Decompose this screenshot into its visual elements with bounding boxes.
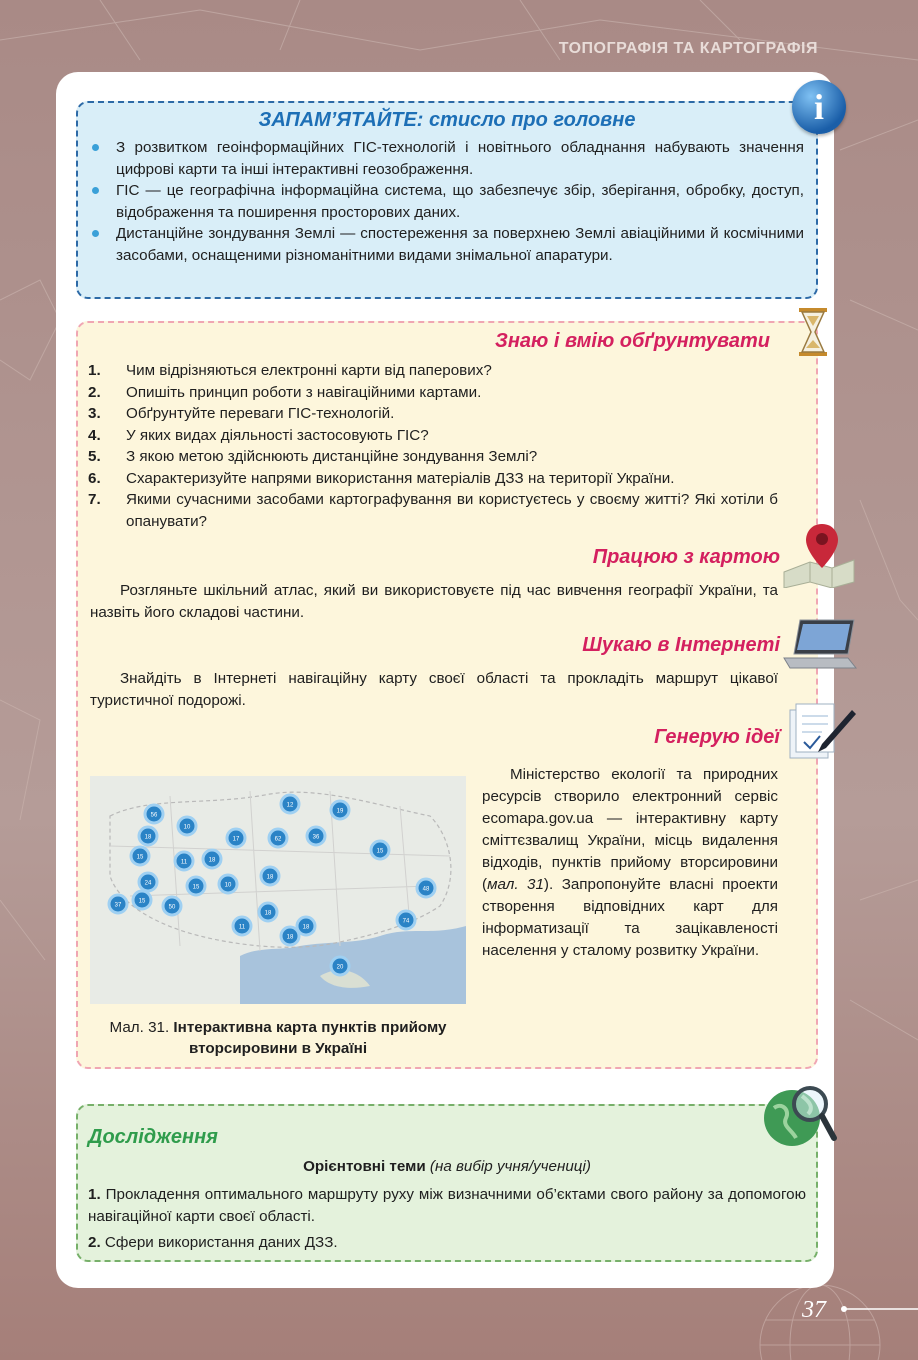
map-marker-label: 18 xyxy=(264,910,272,917)
hourglass-icon xyxy=(796,306,830,358)
map-image xyxy=(90,776,466,1004)
figure-caption: Мал. 31. Інтерактивна карта пунктів прийому вторсировини в Україні xyxy=(109,1019,447,1057)
remember-box xyxy=(76,101,818,299)
map-marker-label: 36 xyxy=(312,834,320,841)
globe-magnifier-icon xyxy=(762,1078,838,1150)
document-pen-icon xyxy=(786,700,856,764)
map-marker-label: 10 xyxy=(183,824,191,831)
map-marker-label: 18 xyxy=(266,874,274,881)
map-marker-label: 18 xyxy=(286,934,294,941)
map-marker-label: 19 xyxy=(336,808,344,815)
list-item: 7. Якими сучасними засобами картографування ви користуєтесь у своєму житті? Які хотіли б опанувати? xyxy=(88,491,778,530)
remember-item: Дистанційне зондування Землі — спостереження за поверхнею Землі авіаційними й космічними засобами, оснащеними різноманітними видами знімальної апаратури. xyxy=(92,223,804,266)
page-number: 37 xyxy=(802,1297,826,1323)
know-title: Знаю і вмію обґрунтувати xyxy=(495,330,770,352)
list-item: 2. Опишіть принцип роботи з навігаційними картами. xyxy=(88,383,482,401)
question-list xyxy=(88,360,778,532)
remember-title: ЗАПАМ’ЯТАЙТЕ: стисло про головне xyxy=(258,109,636,131)
map-pin-icon xyxy=(780,522,856,588)
remember-list xyxy=(92,137,804,266)
bullet-icon xyxy=(92,187,99,194)
bullet-icon xyxy=(92,144,99,151)
map-marker-label: 15 xyxy=(138,898,146,905)
laptop-icon xyxy=(782,618,858,672)
map-marker-label: 18 xyxy=(144,834,152,841)
list-item: 3. Обґрунтуйте переваги ГІС-технологій. xyxy=(88,405,395,422)
bullet-icon xyxy=(92,230,99,237)
map-marker-label: 18 xyxy=(302,924,310,931)
ideas-text: Міністерство екології та природних ресурсів створило електронний сервіс ecomapa.gov.ua — інтерактивну карту сміттєзвалищ України, місць видалення відходів, пунктів прийому вторсировини (мал. 31). Запропонуйте власні проекти створення відповідних карт для інформатизації та зацікавленості населення у сталому розвитку України. xyxy=(482,766,778,959)
ideas-title: Генерую ідеї xyxy=(654,726,780,748)
internet-text: Знайдіть в Інтернеті навігаційну карту своєї області та прокладіть маршрут цікавої туристичної подорожі. xyxy=(90,670,778,709)
map-work-title: Працюю з картою xyxy=(592,546,780,568)
list-item: 1. Прокладення оптимального маршруту руху між визначними об’єктами свого району за допомогою навігаційної карти своєї області. xyxy=(88,1186,806,1225)
section-header: ТОПОГРАФІЯ ТА КАРТОГРАФІЯ xyxy=(558,40,818,57)
map-marker-label: 24 xyxy=(144,880,152,887)
map-marker-label: 10 xyxy=(224,882,232,889)
map-marker-label: 18 xyxy=(208,857,216,864)
map-marker-label: 50 xyxy=(168,904,176,911)
map-marker-label: 12 xyxy=(286,802,294,809)
research-subtitle: Орієнтовні теми (на вибір учня/учениці) xyxy=(303,1158,591,1175)
map-marker-label: 74 xyxy=(402,918,410,925)
list-item: 6. Схарактеризуйте напрями використання матеріалів ДЗЗ на території України. xyxy=(88,469,675,487)
list-item: 2. Сфери використання даних ДЗЗ. xyxy=(88,1234,338,1251)
list-item: 1. Чим відрізняються електронні карти від паперових? xyxy=(88,362,492,379)
info-icon: i xyxy=(792,80,846,134)
figure-reference: мал. 31 xyxy=(487,876,544,893)
page-number-line xyxy=(838,1304,918,1314)
research-title: Дослідження xyxy=(88,1126,218,1148)
research-box xyxy=(76,1104,818,1262)
map-marker-label: 20 xyxy=(336,964,344,971)
map-marker-label: 11 xyxy=(238,924,246,931)
map-marker-label: 62 xyxy=(274,836,282,843)
map-marker-label: 17 xyxy=(232,836,240,843)
map-marker-label: 11 xyxy=(180,859,188,866)
map-marker-label: 56 xyxy=(150,812,158,819)
map-marker-label: 15 xyxy=(136,854,144,861)
remember-item: З розвитком геоінформаційних ГІС-технологій і новітнього обладнання набувають значення цифрові карти та інші інтерактивні геозображення. xyxy=(92,137,804,180)
map-marker-label: 37 xyxy=(114,902,122,909)
map-marker-label: 48 xyxy=(422,886,430,893)
map-marker-label: 15 xyxy=(376,848,384,855)
remember-item: ГІС — це географічна інформаційна система, що забезпечує збір, зберігання, обробку, доступ, відображення та поширення просторових даних. xyxy=(92,180,804,223)
list-item: 5. З якою метою здійснюють дистанційне зондування Землі? xyxy=(88,448,538,465)
list-item: 4. У яких видах діяльності застосовують ГІС? xyxy=(88,426,429,444)
ukraine-recycling-map xyxy=(90,776,466,1004)
internet-title: Шукаю в Інтернеті xyxy=(582,634,780,656)
map-work-text: Розгляньте шкільний атлас, який ви використовуєте під час вивчення географії України, та назвіть його складові частини. xyxy=(90,582,778,621)
map-marker-label: 15 xyxy=(192,884,200,891)
